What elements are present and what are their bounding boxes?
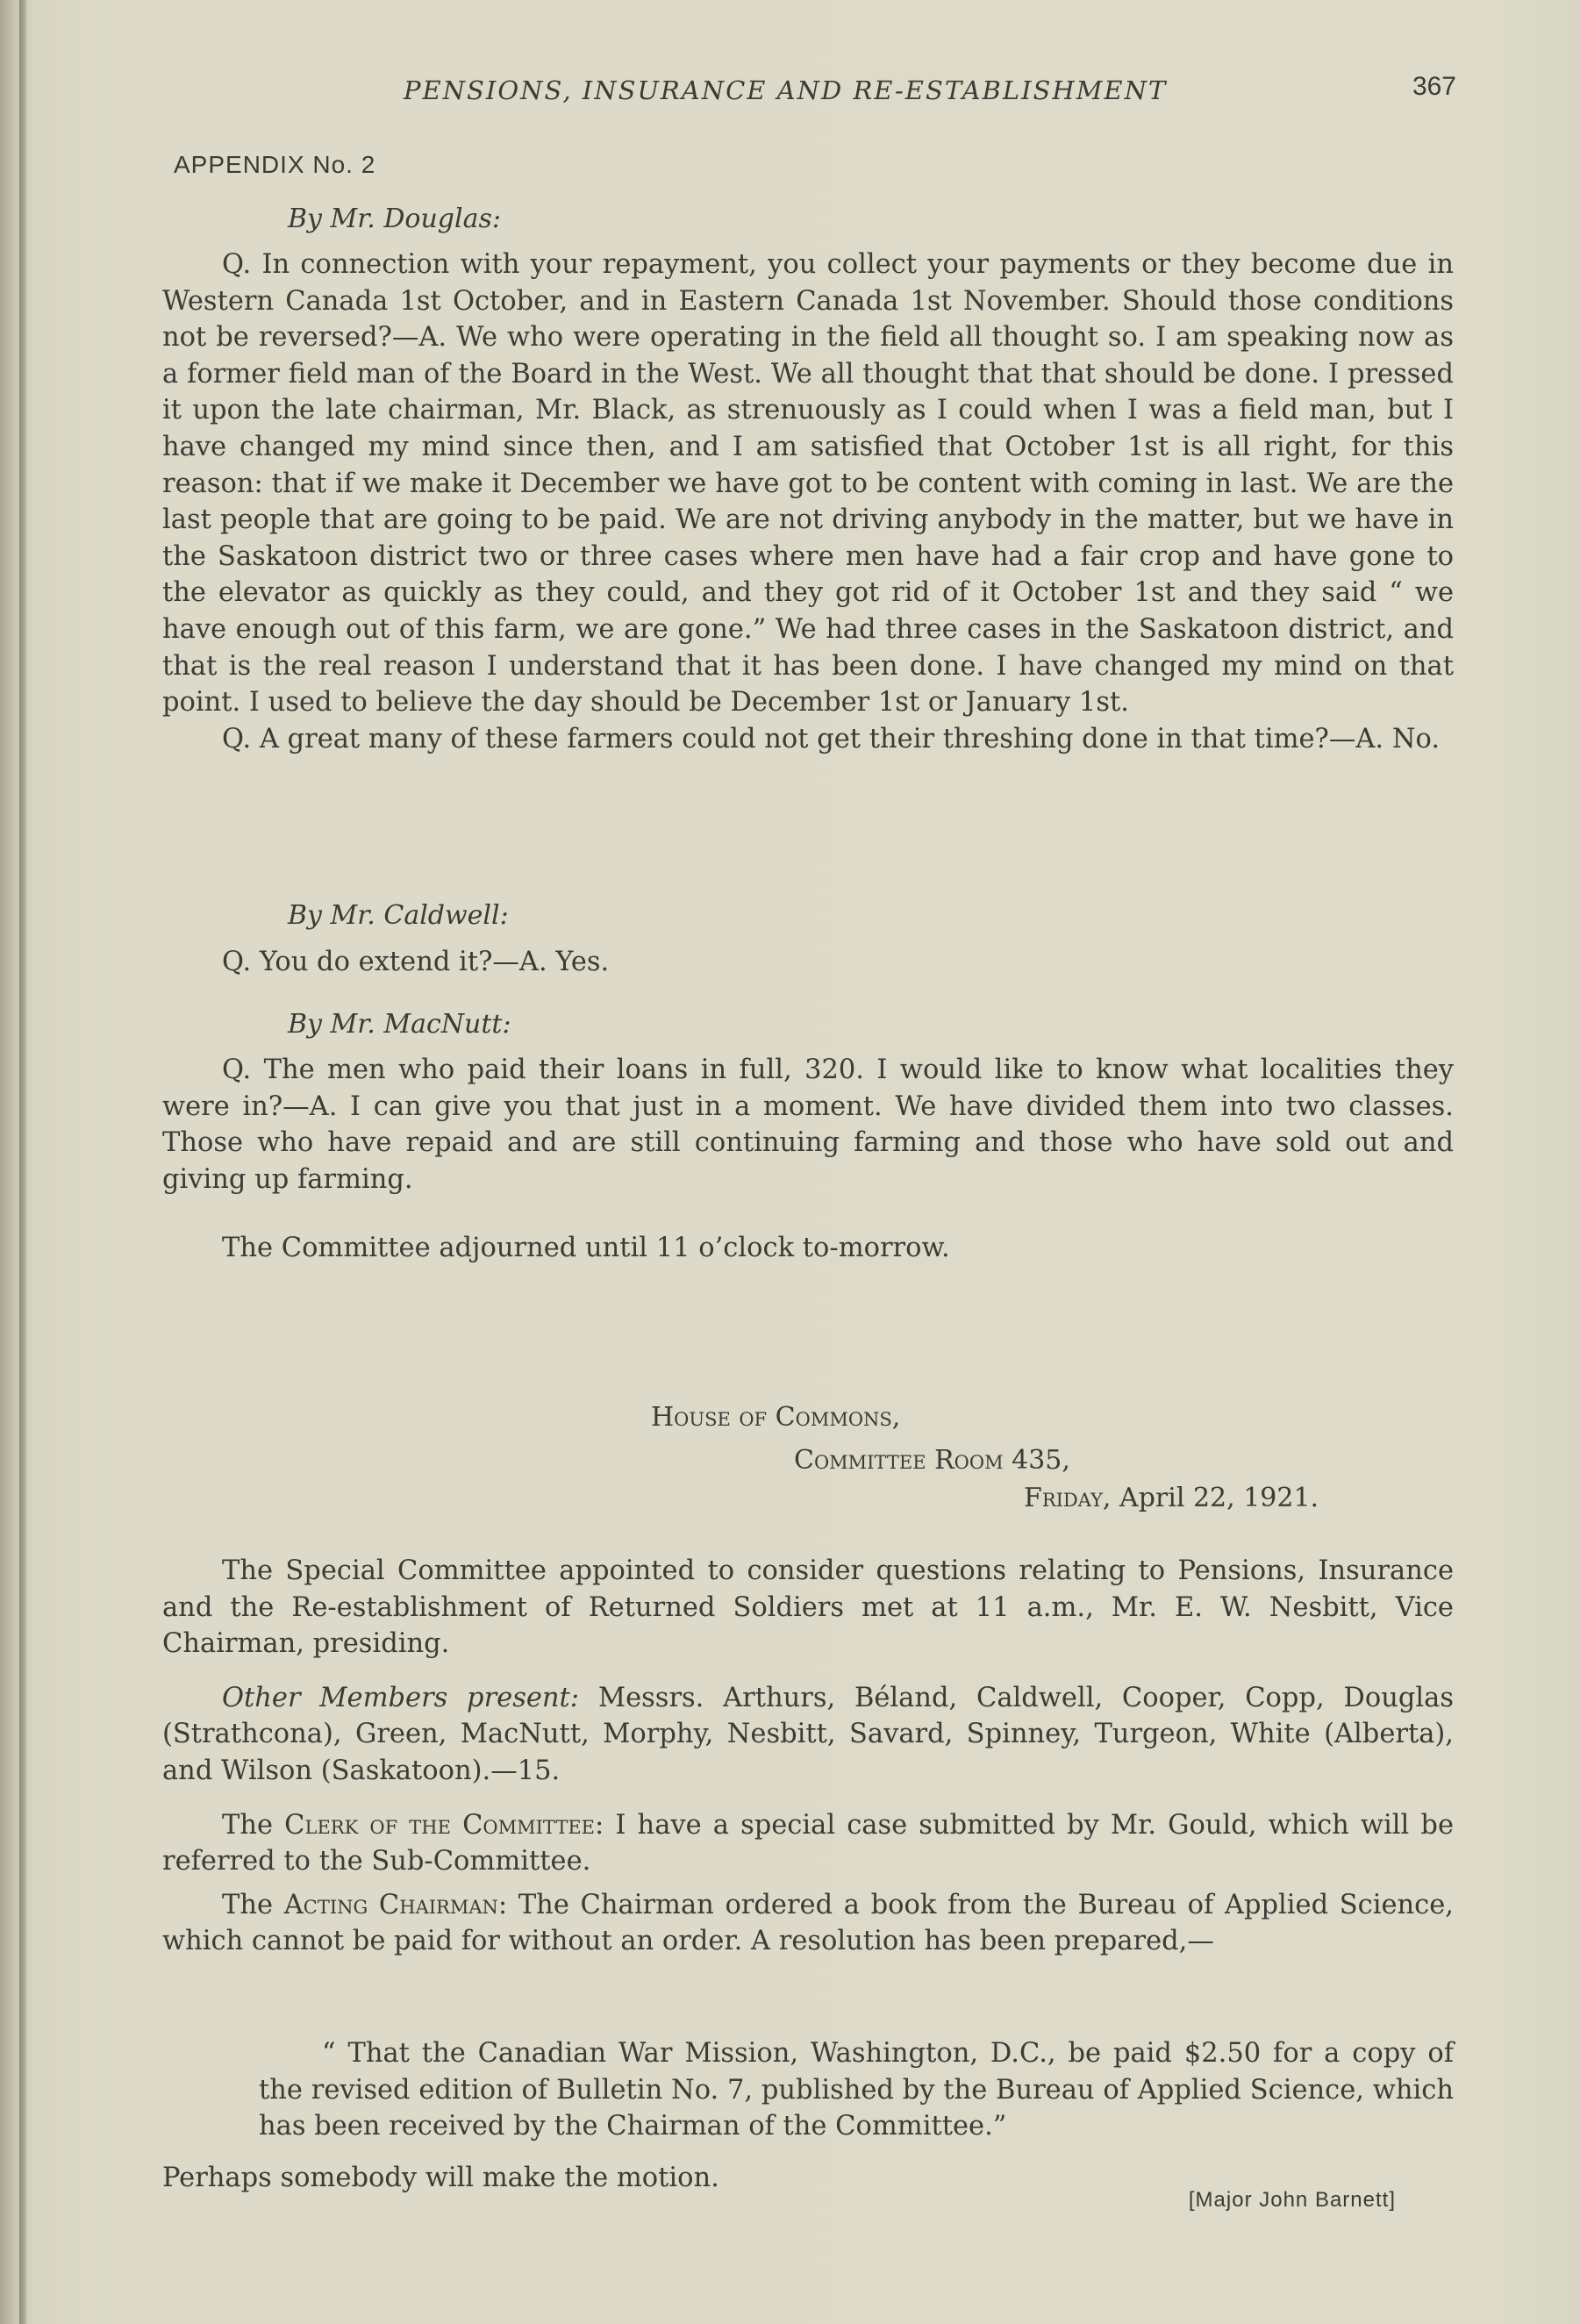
reporter-credit: [Major John Barnett]: [1188, 2188, 1396, 2212]
question-answer-paragraph: Q. In connection with your repayment, you collect your payments or they become due in Western Canada 1st October, and in Eastern Canada 1st November. Should those conditions not be reversed?—A. We who were operating in the field all thought so. I am speaking now as a former field man of the Board in the West. We all thought that that should be done. I pressed it upon the late chairman, Mr. Black, as strenuously as I could when I was a field man, but I have changed my mind since then, and I am satisfied that October 1st is all right, for this reason: that if we make it December we have got to be content with coming in last. We are the last people that are going to be paid. We are not driving anybody in the matter, but we have in the Saskatoon district two or three cases where men have had a fair crop and have gone to the elevator as quickly as they could, and they got rid of it October 1st and they said “ we have enough out of this farm, we are gone.” We had three cases in the Saskatoon district, and that is the real reason I understand that it has been done. I have changed my mind on that point. I used to believe the day should be December 1st or January 1st.: [162, 249, 1454, 719]
proceedings-block: [162, 1553, 1454, 1960]
question-answer-paragraph: Q. The men who paid their loans in full, 320. I would like to know what localities they were in?—A. I can give you that just in a moment. We have divided them into two classes. Those who have repaid and are still continuing farming and those who have sold out and giving up farming.: [162, 1055, 1454, 1195]
page-header: [175, 70, 1456, 114]
clerk-paragraph: [162, 1807, 1454, 1880]
resolution-quote: [259, 2035, 1454, 2145]
members-present-label: Other Members present:: [222, 1682, 580, 1713]
heading-house: House of Commons,: [651, 1402, 901, 1433]
resolution-text: “ That the Canadian War Mission, Washington, D.C., be paid $2.50 for a copy of the revised edition of Bulletin No. 7, published by the Bureau of Applied Science, which has been received by the Chairman of the Committee.”: [259, 2038, 1454, 2142]
the-word: The: [222, 1809, 274, 1841]
testimony-block-2: [162, 944, 1454, 981]
speaker-caldwell: By Mr. Caldwell:: [288, 900, 509, 931]
heading-date: April 22, 1921.: [1119, 1483, 1319, 1513]
speaker-douglas: By Mr. Douglas:: [288, 204, 501, 234]
question-answer-paragraph: Q. A great many of these farmers could not get their threshing done in that time?—A. No.: [222, 723, 1441, 754]
members-present-paragraph: [162, 1680, 1454, 1790]
testimony-block-3: [162, 1052, 1454, 1198]
heading-room: Committee Room 435,: [794, 1445, 1070, 1476]
chairman-label: Acting Chairman: [283, 1889, 498, 1920]
speaker-macnutt: By Mr. MacNutt:: [288, 1009, 511, 1040]
appendix-label: APPENDIX No. 2: [174, 151, 376, 178]
running-title: PENSIONS, INSURANCE AND RE-ESTABLISHMENT: [404, 75, 1168, 105]
chairman-paragraph: [162, 1887, 1454, 1960]
question-answer-paragraph: Q. You do extend it?—A. Yes.: [222, 947, 610, 977]
testimony-block-1: [162, 247, 1454, 757]
adjournment-block: [162, 1230, 1454, 1267]
chairman-text: : The Chairman ordered a book from the Bureau of Applied Science, which cannot be paid for without an order. A resolution has been prepared,—: [162, 1889, 1455, 1957]
adjournment-note: The Committee adjourned until 11 o’clock to-morrow.: [222, 1233, 950, 1263]
closing-line: Perhaps somebody will make the motion.: [162, 2163, 719, 2193]
page-number: 367: [1412, 72, 1456, 101]
members-present-list: Messrs. Arthurs, Béland, Caldwell, Cooper, Copp, Douglas (Strathcona), Green, MacNutt, Morphy, Nesbitt, Savard, Spinney, Turgeon, White (Alberta), and Wilson (Saskatoon).—15.: [162, 1682, 1454, 1786]
heading-date-line: [1024, 1483, 1319, 1513]
clerk-text: : I have a special case submitted by Mr. Gould, which will be referred to the Sub-Committee.: [162, 1809, 1454, 1877]
meeting-paragraph: The Special Committee appointed to consider questions relating to Pensions, Insurance and the Re-establishment of Returned Soldiers met at 11 a.m., Mr. E. W. Nesbitt, Vice Chairman, presiding.: [162, 1555, 1454, 1660]
the-word: The: [222, 1889, 274, 1920]
heading-day: Friday,: [1024, 1483, 1112, 1513]
binding-gutter: [19, 0, 26, 2324]
clerk-label: Clerk of the Committee: [284, 1809, 595, 1841]
